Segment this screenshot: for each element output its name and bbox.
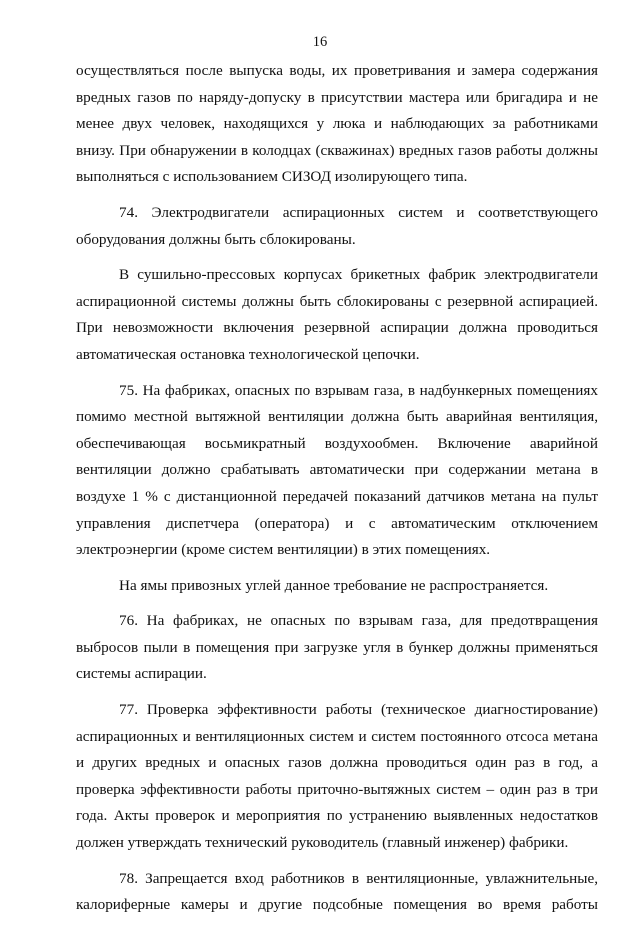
paragraph: 77. Проверка эффективности работы (техническое диагностирование) аспирационных и вентиляционных систем и систем постоянного отсоса метана и других вредных и опасных газов должна проводиться один раз в год, а проверка эффективности работы приточно-вытяжных систем – один раз в три года. Акты проверок и мероприятия по устранению выявленных недостатков должен утверждать технический руководитель (главный инженер) фабрики. [76, 701, 598, 852]
paragraph: осуществляться после выпуска воды, их проветривания и замера содержания вредных газов по наряду-допуску в присутствии мастера или бригадира и не менее двух человек, находящихся у люка и наблюдающих за работниками внизу. При обнаружении в колодцах (скважинах) вредных газов работы должны выполняться с использованием СИЗОД изолирующего типа. [76, 62, 598, 186]
paragraph: 78. Запрещается вход работников в вентиляционные, увлажнительные, калориферные камеры и другие подсобные помещения во время работы [76, 869, 598, 914]
paragraph: На ямы привозных углей данное требование не распространяется. [119, 576, 549, 594]
paragraph: 75. На фабриках, опасных по взрывам газа, в надбункерных помещениях помимо местной вытяжной вентиляции должна быть аварийная вентиляция, обеспечивающая восьмикратный воздухообмен. Включение аварийной вентиляции должно срабатывать автоматически при содержании метана в воздухе 1 % с дистанционной передачей показаний датчиков метана на пульт управления диспетчера (оператора) и с автоматическим отключением электроэнергии (кроме систем вентиляции) в этих помещениях. [76, 381, 598, 559]
page-number: 16 [312, 34, 328, 50]
document-body [76, 58, 598, 928]
paragraph: В сушильно-прессовых корпусах брикетных фабрик электродвигатели аспирационной системы должны быть сблокированы с резервной аспирацией. При невозможности включения резервной аспирации должна проводиться автоматическая остановка технологической цепочки. [76, 266, 598, 363]
paragraph: 74. Электродвигатели аспирационных систем и соответствующего оборудования должны быть сблокированы. [76, 203, 598, 248]
paragraph: 76. На фабриках, не опасных по взрывам газа, для предотвращения выбросов пыли в помещения при загрузке угля в бункер должны применяться системы аспирации. [76, 612, 598, 683]
